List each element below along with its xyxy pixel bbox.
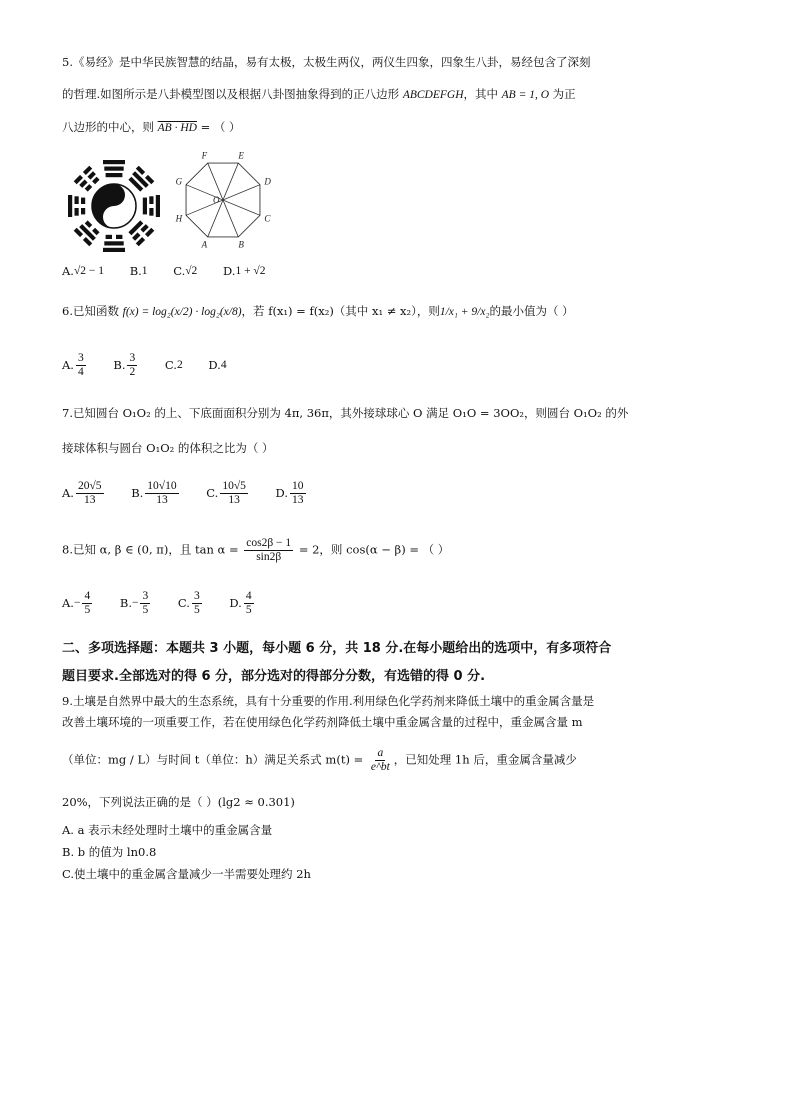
q9-option-c[interactable]: C.使土壤中的重金属含量减少一半需要处理约 2h (62, 867, 311, 881)
q6-option-c[interactable]: C. 2 (164, 357, 183, 372)
q7-option-d[interactable]: D. $\frac{10}{13}$ (275, 480, 304, 507)
q7-option-c[interactable]: C. $\frac{10√5}{13}$ (206, 480, 246, 507)
trigram (143, 195, 160, 217)
q9-line-3a: （单位：mg / L）与时间 t（单位：h）满足关系式 m(t) = (62, 752, 367, 767)
q7-options (62, 480, 330, 507)
trigram (68, 195, 85, 217)
q8-option-b[interactable]: B. − $\frac{3}{5}$ (119, 590, 149, 617)
q5-line-2e: 为正 (549, 87, 576, 101)
section-2-heading-line-1: 二、多项选择题：本题共 3 小题，每小题 6 分，共 18 分.在每小题给出的选项中，有多项符合 (62, 641, 612, 656)
q5-ab-o: AB = 1, O (501, 89, 550, 101)
q5-options (62, 265, 288, 279)
q6-options (62, 352, 249, 379)
bagua-figure (64, 156, 164, 256)
q5-octagon-name: ABCDEFGH (402, 89, 464, 101)
section-2-heading-line-2: 题目要求.全部选对的得 6 分，部分选对的得部分分数，有选错的得 0 分. (62, 669, 486, 684)
q5-option-d[interactable]: D. 1 + √2 (222, 264, 266, 278)
q6-condition: ，若 f(x₁) = f(x₂)（其中 x₁ ≠ x₂），则 (241, 304, 440, 318)
vertex-label-a: A (201, 239, 208, 250)
q7-option-a[interactable]: A. $\frac{20√5}{13}$ (62, 480, 102, 507)
q9-line-2: 改善土壤环境的一项重要工作，若在使用绿色化学药剂降低土壤中重金属含量的过程中，重金属含量 m (62, 715, 583, 729)
q8-stem (62, 537, 449, 564)
q5-line-2c: ，其中 (463, 87, 502, 101)
vertex-label-d: D (264, 176, 271, 187)
trigram (103, 235, 125, 252)
octagon-figure (168, 146, 278, 256)
q7-line-1: 7.已知圆台 O₁O₂ 的上、下底面面积分别为 4π, 36π，其外接球球心 O 满足 O₁O = 3OO₂，则圆台 O₁O₂ 的外 (62, 406, 629, 420)
taiji-dot-light (111, 214, 118, 221)
taiji-dot-dark (111, 192, 118, 199)
trigram (103, 160, 125, 177)
q8-prefix: 8.已知 α, β ∈ (0, π)，且 tan α = (62, 542, 243, 557)
q7-option-b[interactable]: B. $\frac{10√10}{13}$ (131, 480, 177, 507)
center-label-o: O (213, 195, 220, 205)
q8-option-a[interactable]: A. − $\frac{4}{5}$ (62, 590, 91, 617)
trigram (74, 166, 102, 194)
q8-suffix: = 2，则 cos(α − β) = （ ） (295, 542, 450, 557)
q8-options (62, 590, 278, 617)
vertex-label-c: C (264, 213, 271, 224)
q5-line-2 (62, 88, 576, 103)
q8-option-d[interactable]: D. $\frac{4}{5}$ (229, 590, 252, 617)
q6-expression: 1/x₁ + 9/x₂ (439, 306, 490, 318)
trigram (127, 219, 155, 247)
q5-line-1: 5.《易经》是中华民族智慧的结晶，易有太极，太极生两仪，两仪生四象，四象生八卦，易经包含了深刻 (62, 55, 591, 69)
q6-suffix: 的最小值为（ ） (489, 304, 574, 318)
q6-prefix: 6.已知函数 (62, 304, 123, 318)
q6-stem (62, 305, 574, 320)
q5-line-3c: = （ ） (196, 120, 241, 134)
q5-line-3a: 八边形的中心，则 (62, 120, 158, 134)
q8-fraction: $\frac{\cos 2\beta - 1}{\sin 2\beta}$ (246, 537, 292, 564)
q9-option-b[interactable]: B. b 的值为 ln0.8 (62, 845, 157, 859)
trigram (127, 166, 155, 194)
q6-function: f(x) = log₂(x/2) · log₂(x/8) (122, 306, 242, 318)
vertex-label-h: H (175, 213, 183, 224)
vertex-label-e: E (238, 150, 244, 161)
trigram (74, 219, 102, 247)
q7-line-2: 接球体积与圆台 O₁O₂ 的体积之比为（ ） (62, 441, 274, 455)
q9-line-1: 9.土壤是自然界中最大的生态系统，具有十分重要的作用.利用绿色化学药剂来降低土壤中的重金属含量是 (62, 694, 595, 708)
q6-option-b[interactable]: B. $\frac{3}{2}$ (113, 352, 136, 379)
q9-line-3b: ，已知处理 1h 后，重金属含量减少 (393, 752, 577, 767)
q5-vector-expr: AB · HD (157, 122, 197, 134)
q9-line-4: 20%，下列说法正确的是（ ）(lg2 ≈ 0.301) (62, 795, 295, 809)
q9-option-a[interactable]: A. a 表示未经处理时土壤中的重金属含量 (62, 823, 273, 837)
vertex-label-f: F (201, 150, 208, 161)
q6-option-a[interactable]: A. $\frac{3}{4}$ (62, 352, 84, 379)
q9-line-3 (62, 747, 577, 774)
vertex-label-b: B (238, 239, 244, 250)
q5-option-b[interactable]: B. 1 (129, 264, 148, 278)
q8-option-c[interactable]: C. $\frac{3}{5}$ (177, 590, 200, 617)
q5-option-a[interactable]: A. √2 − 1 (62, 264, 105, 278)
q5-line-2a: 的哲理.如图所示是八卦模型图以及根据八卦图抽象得到的正八边形 (62, 87, 403, 101)
vertex-label-g: G (175, 176, 183, 187)
q5-line-3 (62, 121, 241, 136)
q5-option-c[interactable]: C. √2 (173, 264, 198, 278)
q6-option-d[interactable]: D. 4 (208, 357, 227, 372)
q9-formula-fraction: $\frac{a}{e\^{}bt}$ (370, 747, 390, 774)
